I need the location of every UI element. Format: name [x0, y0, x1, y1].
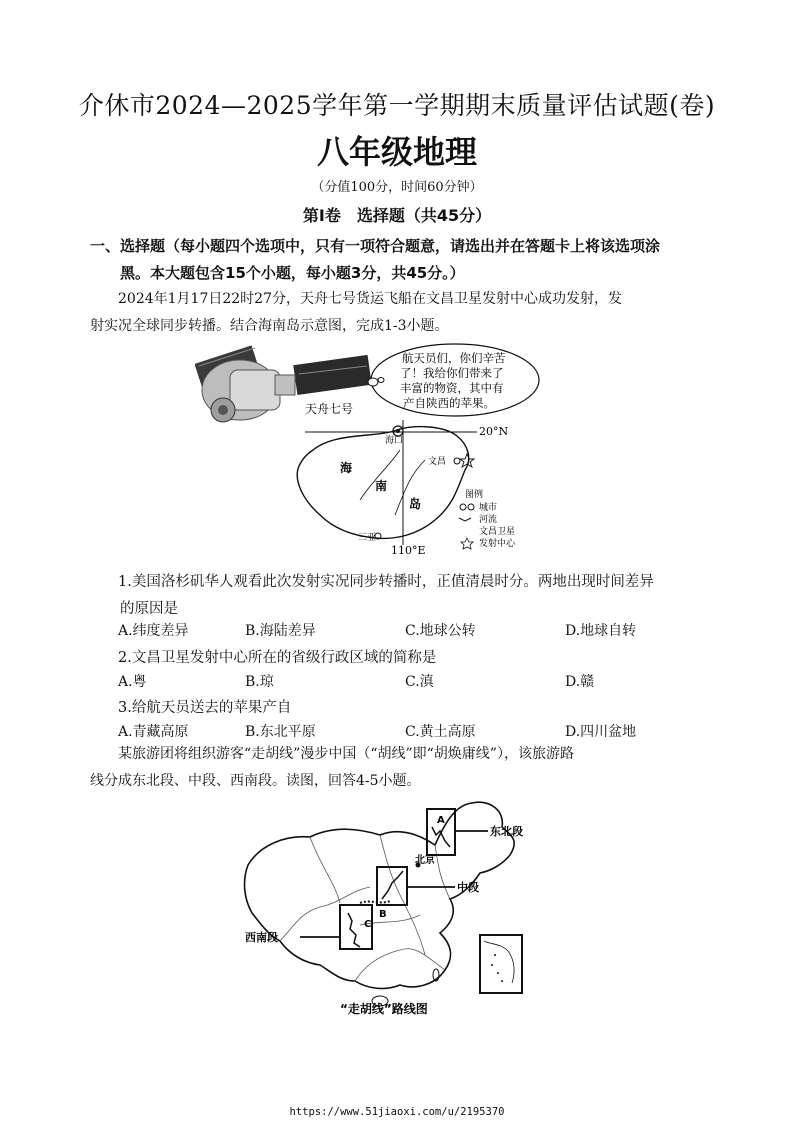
question-1: [118, 569, 718, 623]
legend-river: 河流: [479, 515, 498, 525]
q2-option-d[interactable]: D.赣: [565, 674, 595, 690]
q1-option-d[interactable]: D.地球自转: [565, 623, 637, 639]
island-char-2: 南: [375, 479, 388, 493]
hainan-figure: [195, 340, 555, 560]
hu-line-route-map: [240, 795, 570, 1020]
legend-center-2: 发射中心: [479, 539, 516, 549]
section-line-1: 一、选择题（每小题四个选项中，只有一项符合题意，请选出并在答题卡上将该选项涂: [90, 237, 661, 255]
q3-option-a[interactable]: A.青藏高原: [118, 724, 189, 740]
legend-center-1: 文昌卫星: [479, 527, 516, 537]
label-zhong: 中段: [457, 881, 479, 894]
legend-title: 图例: [465, 490, 484, 500]
lat-label: 20°N: [479, 425, 509, 438]
province-border-5: [355, 949, 445, 981]
section-instructions: [90, 233, 730, 287]
passage-1-line-2: 射实况全球同步转播。结合海南岛示意图，完成1-3小题。: [90, 318, 449, 334]
question-1-stem-line-2: 的原因是: [120, 601, 178, 617]
passage-2: [90, 741, 710, 795]
question-1-stem-line-1: 1.美国洛杉矶华人观看此次发射实况同步转播时，正值清晨时分。两地出现时间差异: [118, 574, 654, 590]
wenchang-city-icon: [454, 458, 460, 464]
label-b: B: [379, 909, 387, 920]
q3-option-b[interactable]: B.东北平原: [245, 724, 316, 740]
legend-star-icon: [461, 538, 473, 549]
bubble-line-2: 了！我给你们带来了: [400, 366, 504, 380]
legend-city: 城市: [479, 503, 498, 513]
q2-option-c[interactable]: C.滇: [405, 674, 434, 690]
q3-option-d[interactable]: D.四川盆地: [565, 724, 637, 740]
route-segment-b: [360, 901, 390, 903]
island-char-3: 岛: [409, 497, 422, 511]
city-wenchang: 文昌: [428, 457, 447, 467]
q2-option-b[interactable]: B.琼: [245, 674, 274, 690]
q1-option-a[interactable]: A.纬度差异: [118, 623, 189, 639]
exam-title: 介休市2024—2025学年第一学期期末质量评估试题(卷): [78, 91, 716, 120]
q1-option-c[interactable]: C.地球公转: [405, 623, 476, 639]
subject-title: 八年级地理: [316, 133, 477, 171]
south-china-sea-inset: [480, 935, 522, 993]
part-title: 第Ⅰ卷 选择题（共45分）: [302, 206, 492, 225]
province-border-3: [380, 835, 425, 955]
route-segment-xinan: [348, 913, 360, 947]
map-caption: “走胡线”路线图: [340, 1002, 428, 1016]
passage-2-line-1: 某旅游团将组织游客“走胡线”漫步中国（“胡线”即“胡焕庸线”），该旅游路: [118, 746, 574, 762]
city-sanya: 三亚: [358, 533, 377, 543]
island-char-1: 海: [340, 461, 353, 475]
passage-2-line-2: 线分成东北段、中段、西南段。读图，回答4-5小题。: [90, 773, 421, 789]
q1-option-b[interactable]: B.海陆差异: [245, 623, 316, 639]
score-info: （分值100分，时间60分钟）: [311, 180, 483, 195]
province-border-1: [280, 887, 370, 941]
label-xinan: 西南段: [245, 931, 278, 944]
city-haikou: 海口: [385, 436, 404, 446]
spacecraft-label: 天舟七号: [305, 402, 354, 416]
label-c: C: [364, 919, 372, 930]
lon-label: 110°E: [391, 544, 426, 557]
bubble-line-3: 丰富的物资，其中有: [400, 381, 504, 395]
q2-option-a[interactable]: A.粤: [118, 674, 147, 690]
province-border-4: [435, 845, 450, 899]
section-line-2: 黑。本大题包含15个小题，每小题3分，共45分。）: [120, 264, 465, 282]
province-border-2: [310, 837, 340, 903]
label-beijing: 北京: [415, 855, 435, 866]
passage-1-line-1: 2024年1月17日22时27分，天舟七号货运飞船在文昌卫星发射中心成功发射，发: [118, 291, 622, 307]
question-3: 3.给航天员送去的苹果产自: [118, 700, 292, 716]
question-2: 2.文昌卫星发射中心所在的省级行政区域的简称是: [118, 650, 437, 666]
label-dongbei: 东北段: [490, 825, 523, 838]
footer-watermark[interactable]: https://www.51jiaoxi.com/u/2195370: [289, 1106, 505, 1118]
bubble-line-1: 航天员们，你们辛苦: [402, 351, 506, 365]
q3-option-c[interactable]: C.黄土高原: [405, 724, 476, 740]
passage-1: [90, 286, 710, 340]
label-a: A: [437, 815, 445, 826]
bubble-line-4: 产自陕西的苹果。: [403, 396, 495, 410]
